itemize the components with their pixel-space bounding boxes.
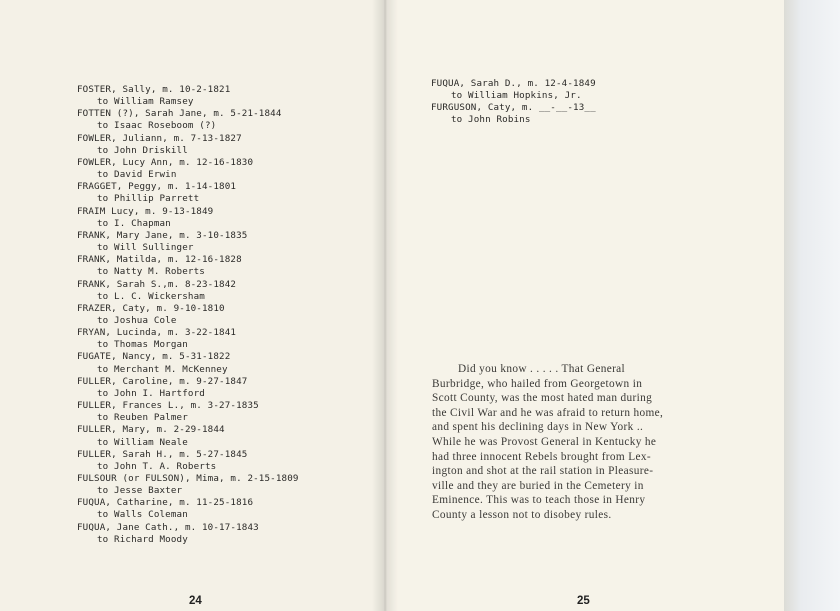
entry-spouse: to Phillip Parrett — [97, 193, 200, 205]
entry-name: FRAIM Lucy, m. 9-13-1849 — [77, 205, 214, 217]
entry-name: FUQUA, Jane Cath., m. 10-17-1843 — [77, 521, 259, 533]
entry-spouse: to John T. A. Roberts — [97, 460, 217, 472]
marriage-entry — [77, 424, 367, 448]
marriage-entry — [77, 181, 367, 205]
marriage-entry — [77, 400, 367, 424]
marriage-entry — [77, 133, 367, 157]
page-number-left: 24 — [189, 595, 202, 607]
note-line: County a lesson not to disobey rules. — [432, 508, 612, 521]
entry-name: FULLER, Mary, m. 2-29-1844 — [77, 424, 225, 436]
marriage-entry — [77, 303, 367, 327]
marriage-entry — [77, 84, 367, 108]
entry-spouse: to Natty M. Roberts — [97, 266, 205, 278]
note-line: and spent his declining days in New York .. — [432, 421, 644, 434]
entry-spouse: to Jesse Baxter — [97, 485, 183, 497]
entry-spouse: to William Ramsey — [97, 96, 194, 108]
marriage-entry — [77, 376, 367, 400]
entry-name: FOTTEN (?), Sarah Jane, m. 5-21-1844 — [77, 108, 282, 120]
entry-name: FUQUA, Catharine, m. 11-25-1816 — [77, 497, 254, 509]
entry-spouse: to David Erwin — [97, 169, 177, 181]
note-line: ington and shot at the rail station in Pleasure- — [432, 465, 654, 478]
entry-spouse: to Merchant M. McKenney — [97, 363, 228, 375]
entry-name: FULLER, Sarah H., m. 5-27-1845 — [77, 448, 248, 460]
entry-name: FRANK, Matilda, m. 12-16-1828 — [77, 254, 242, 266]
did-you-know-note — [432, 362, 732, 523]
marriage-entry — [77, 351, 367, 375]
entry-name: FOWLER, Lucy Ann, m. 12-16-1830 — [77, 156, 254, 168]
marriage-records-left — [77, 84, 367, 546]
marriage-entry — [77, 522, 367, 546]
entry-spouse: to L. C. Wickersham — [97, 290, 205, 302]
marriage-records-right — [431, 78, 721, 127]
entry-name: FRAZER, Caty, m. 9-10-1810 — [77, 302, 225, 314]
marriage-entry — [77, 497, 367, 521]
marriage-entry — [77, 108, 367, 132]
entry-name: FRANK, Sarah S.,m. 8-23-1842 — [77, 278, 237, 290]
note-line: had three innocent Rebels brought from Lex- — [432, 450, 651, 463]
note-line: Did you know . . . . . That General — [458, 363, 626, 375]
note-line: the Civil War and he was afraid to return home, — [432, 406, 664, 419]
entry-name: FUGATE, Nancy, m. 5-31-1822 — [77, 351, 231, 363]
note-line: Scott County, was the most hated man during — [432, 392, 653, 405]
entry-spouse: to John Robins — [451, 114, 531, 126]
marriage-entry — [77, 254, 367, 278]
entry-spouse: to Will Sullinger — [97, 242, 194, 254]
entry-name: FRANK, Mary Jane, m. 3-10-1835 — [77, 229, 248, 241]
entry-spouse: to Thomas Morgan — [97, 339, 188, 351]
book-gutter — [372, 0, 398, 611]
note-line: While he was Provost General in Kentucky he — [432, 435, 657, 448]
scan-background-edge — [784, 0, 840, 611]
entry-name: FRAGGET, Peggy, m. 1-14-1801 — [77, 181, 237, 193]
note-line: Burbridge, who hailed from Georgetown in — [432, 377, 643, 390]
marriage-entry — [77, 206, 367, 230]
marriage-entry — [77, 473, 367, 497]
marriage-entry — [77, 327, 367, 351]
marriage-entry — [431, 102, 721, 126]
entry-spouse: to William Hopkins, Jr. — [451, 90, 582, 102]
entry-name: FOSTER, Sally, m. 10-2-1821 — [77, 84, 231, 95]
marriage-entry — [77, 449, 367, 473]
marriage-entry — [77, 279, 367, 303]
entry-name: FUQUA, Sarah D., m. 12-4-1849 — [431, 78, 596, 89]
entry-spouse: to John I. Hartford — [97, 387, 205, 399]
entry-spouse: to William Neale — [97, 436, 188, 448]
entry-spouse: to I. Chapman — [97, 217, 171, 229]
marriage-entry — [77, 230, 367, 254]
entry-spouse: to Walls Coleman — [97, 509, 188, 521]
entry-name: FULLER, Caroline, m. 9-27-1847 — [77, 375, 248, 387]
entry-spouse: to Reuben Palmer — [97, 412, 188, 424]
note-line: ville and they are buried in the Cemetery in — [432, 479, 644, 492]
entry-name: FOWLER, Juliann, m. 7-13-1827 — [77, 132, 242, 144]
entry-spouse: to John Driskill — [97, 144, 188, 156]
entry-name: FULLER, Frances L., m. 3-27-1835 — [77, 400, 259, 412]
entry-spouse: to Joshua Cole — [97, 314, 177, 326]
entry-spouse: to Richard Moody — [97, 533, 188, 545]
entry-spouse: to Isaac Roseboom (?) — [97, 120, 217, 132]
entry-name: FRYAN, Lucinda, m. 3-22-1841 — [77, 327, 237, 339]
entry-name: FURGUSON, Caty, m. __-__-13__ — [431, 102, 596, 114]
page-number-right: 25 — [577, 595, 590, 607]
note-line: Eminence. This was to teach those in Henry — [432, 494, 646, 507]
marriage-entry — [431, 78, 721, 102]
marriage-entry — [77, 157, 367, 181]
entry-name: FULSOUR (or FULSON), Mima, m. 2-15-1809 — [77, 473, 299, 484]
